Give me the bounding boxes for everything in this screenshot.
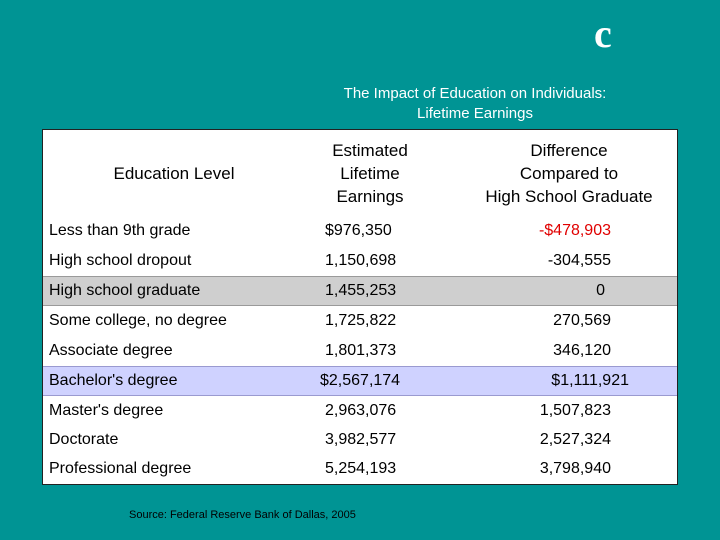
cell-difference: 0 — [596, 282, 605, 299]
cell-difference: 270,569 — [553, 312, 611, 329]
cell-education-level: Less than 9th grade — [49, 222, 191, 239]
cell-education-level: Master's degree — [49, 402, 164, 419]
cell-difference: -$478,903 — [538, 222, 611, 239]
cell-education-level: High school dropout — [49, 252, 192, 269]
header-difference-line-3: High School Graduate — [485, 186, 653, 206]
cell-difference: $1,111,921 — [551, 372, 629, 389]
cell-education-level: Bachelor's degree — [49, 372, 178, 389]
title-line-2: Lifetime Earnings — [417, 105, 533, 122]
cell-earnings: $2,567,174 — [320, 372, 401, 389]
table-row — [43, 336, 677, 366]
cell-earnings: 1,150,698 — [325, 252, 397, 269]
cell-education-level: Associate degree — [49, 342, 173, 359]
header-difference — [449, 130, 689, 216]
logo-letter: c — [594, 11, 612, 56]
header-earnings-line-2: Lifetime — [340, 163, 400, 183]
table-row — [43, 454, 677, 484]
cell-earnings: 1,455,253 — [325, 282, 397, 299]
cell-education-level: Professional degree — [49, 460, 192, 477]
cell-education-level: Doctorate — [49, 431, 119, 448]
header-difference-line-1: Difference — [530, 140, 608, 160]
cell-difference: 2,527,324 — [539, 431, 611, 448]
cell-earnings: 5,254,193 — [325, 460, 397, 477]
table-row — [43, 396, 677, 426]
table-row-highlight — [43, 276, 677, 306]
header-difference-line-2: Compared to — [519, 163, 619, 183]
header-estimated-earnings — [305, 130, 435, 216]
cell-earnings: 2,963,076 — [325, 402, 397, 419]
cell-education-level: High school graduate — [49, 282, 201, 299]
table-row — [43, 425, 677, 455]
header-earnings-line-1: Estimated — [332, 140, 408, 160]
cell-difference: 3,798,940 — [539, 460, 611, 477]
cell-earnings: 1,725,822 — [325, 312, 397, 329]
page-title — [290, 84, 660, 124]
cell-earnings: 1,801,373 — [325, 342, 397, 359]
table-row — [43, 216, 677, 246]
table-row — [43, 306, 677, 336]
header-earnings-line-3: Earnings — [336, 186, 404, 206]
earnings-table — [42, 129, 678, 521]
cell-difference: 346,120 — [553, 342, 611, 359]
header-education-label: Education Level — [113, 163, 235, 183]
cell-difference: -304,555 — [547, 252, 611, 269]
table-row-highlight — [43, 366, 677, 396]
source-note: Source: Federal Reserve Bank of Dallas, 2005 — [129, 509, 356, 521]
header-education-level — [43, 130, 305, 216]
cell-earnings: $976,350 — [325, 222, 392, 239]
title-line-1: The Impact of Education on Individuals: — [343, 85, 607, 102]
cell-difference: 1,507,823 — [539, 402, 611, 419]
cell-earnings: 3,982,577 — [325, 431, 397, 448]
table-row — [43, 246, 677, 276]
cell-education-level: Some college, no degree — [49, 312, 227, 329]
